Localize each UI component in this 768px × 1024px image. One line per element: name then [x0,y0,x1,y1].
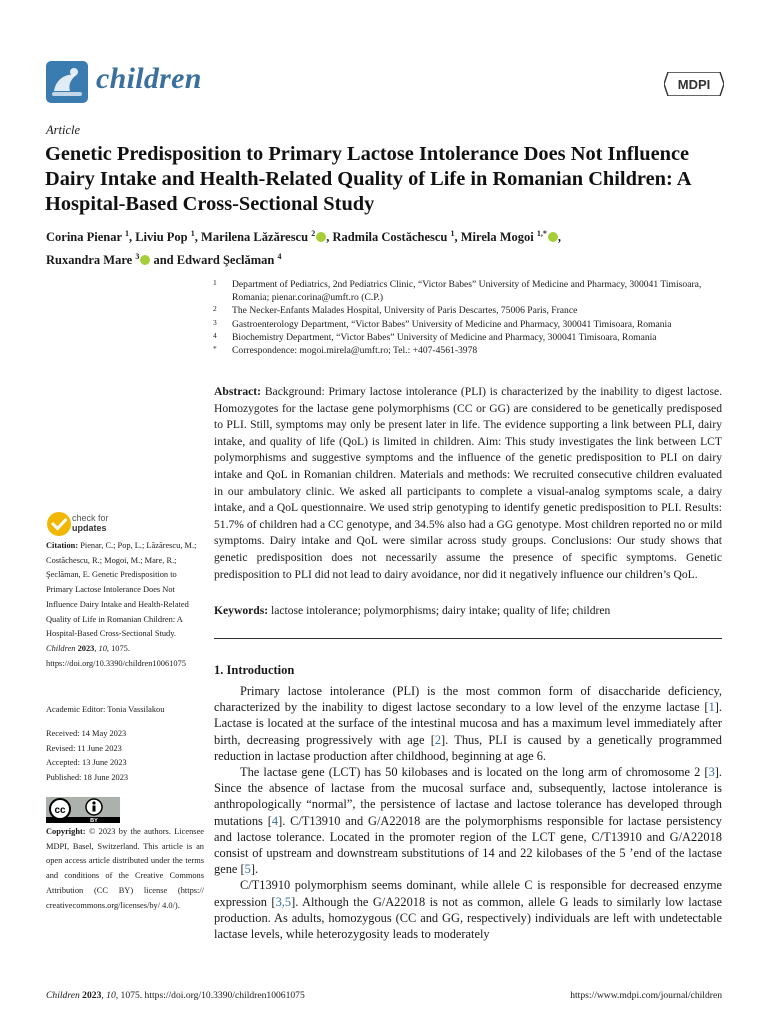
academic-editor: Academic Editor: Tonia Vassilakou [46,705,165,714]
author-affiliation-marker: 2 [311,229,316,238]
copyright-label: Copyright: [46,827,86,836]
author-name[interactable]: Marilena Lăzărescu [201,230,312,245]
citation-journal: Children [46,643,76,653]
affiliation-number: 2 [213,304,217,314]
affiliation-text: Department of Pediatrics, 2nd Pediatrics Clinic, “Victor Babes” University of Medicine and Pharmacy, 300041 Timisoara, Romania; pienar.corina@umft.ro (C.P.) [232,279,702,304]
paragraph-text: ]. Although the G/A22018 is not as common, allele G leads to similarly low lactase production. As adults, homozygous (CC and GG, respectively) individuals are left with undetectable lactase levels, while heterozygosity leads to moderately [214,894,723,942]
orcid-icon[interactable] [548,232,558,242]
citation-doi[interactable]: , 1075. https://doi.org/10.3390/children10061075 [46,643,186,668]
cc-text: cc [54,805,66,816]
author-affiliation-marker: 4 [277,252,282,262]
copyright-text: © 2023 by the authors. Licensee MDPI, Basel, Switzerland. This article is an open access article distributed under the terms and conditions of the Creative Commons Attribution (CC BY) license (https:// creativecommons.org/licenses/by/ 4.0/). [46,827,204,910]
publication-date: Published: 18 June 2023 [46,773,129,783]
journal-name[interactable]: children [96,62,202,95]
affiliation-text: The Necker-Enfants Malades Hospital, University of Paris Descartes, 75006 Paris, France [232,305,578,317]
affiliation-number: * [213,344,217,354]
paragraph-text: The lactase gene (LCT) has 50 kilobases and is located on the long arm of chromosome 2 [ [240,765,709,780]
affiliation-item [213,344,733,357]
paragraph-text: ]. C/T13910 and G/A22018 are the polymorphisms responsible for lactase persistency and lactose tolerance. Located in the promoter region of the LCT gene, C/T13910 and G/A22018 consist of upstream and downstream substitutions of 14 and 22 kilobases of the 5 ’end of the lactase gene [ [214,813,722,877]
author-separator: , [557,230,562,245]
paragraph-text: Primary lactose intolerance (PLI) is the most common form of disaccharide deficiency, characterized by the inability to digest lactose secondary to a low level of the enzyme lactase [ [214,684,722,715]
paragraph-text: ]. Since the absence of lactase from the mucosal surface and, subsequently, lactose intolerance is anthropologically “normal”, the persistence of lactase and lactose tolerance has developed through mutations [ [214,765,722,828]
abstract [214,384,722,583]
citation-link[interactable]: 2 [434,732,442,747]
footer-journal: Children [46,990,80,1001]
check-for-updates-button[interactable] [46,511,166,537]
author-separator: , [326,230,333,245]
publication-date: Accepted: 13 June 2023 [46,758,127,768]
keywords-label: Keywords: [214,604,269,617]
affiliation-number: 4 [213,330,217,340]
citation-link[interactable]: 1 [708,700,715,715]
publication-dates [46,727,204,786]
journal-logo-icon [46,61,88,103]
paragraph-text: ]. Lactase is located at the surface of the intestinal mucosa and has a maximum level immediately after birth, decreasing progressively with age [ [214,700,722,747]
citation-link[interactable]: 3,5 [275,894,292,909]
affiliation-item [213,304,733,317]
article-type: Article [46,123,81,137]
author-affiliation-marker: 1 [450,229,455,238]
body-paragraph [214,877,722,942]
footer-doi[interactable]: , 1075. https://doi.org/10.3390/children10061075 [115,990,305,1001]
footer-year: 2023 [82,990,102,1001]
body-paragraph [214,764,722,877]
cc-by-license-badge[interactable] [46,797,120,828]
check-updates-line2: updates [72,523,107,533]
author-separator: , [194,230,202,245]
citation-year: 2023 [77,643,95,653]
author-list [46,224,736,270]
affiliation-text: Correspondence: mogoi.mirela@umft.ro; Tel.: +407-4561-3978 [232,345,478,357]
citation-block: Citation: Pienar, C.; Pop, L.; Lăzărescu, M.; Costăchescu, R.; Mogoi, M.; Mare, R.; Şeclăman, E. Genetic Predisposition to Primary Lactose Intolerance Does Not Influence Dairy Intake and Health-Related Quality of Life in Romanian Children: A Hospital-Based Cross-Sectional Study. Children 2023, 10, 1075. https://doi.org/10.3390/children10061075 [46,541,197,668]
affiliations [213,278,733,357]
footer-citation: Children 2023, 10, 1075. https://doi.org/10.3390/children10061075 [46,990,305,1001]
check-updates-line1: check for [72,513,109,523]
keywords [214,603,722,619]
introduction-body [214,683,722,942]
affiliation-text: Biochemistry Department, “Victor Babes” University of Medicine and Pharmacy, 300041 Timisoara, Romania [232,331,657,343]
by-text: BY [90,818,98,823]
author-name[interactable]: Mirela Mogoi [460,230,537,245]
citation-volume: 10 [98,643,107,653]
author-name[interactable]: Edward Şeclăman [176,253,278,268]
citation-link[interactable]: 3 [708,765,715,780]
author-name[interactable]: Corina Pienar [46,230,125,245]
paragraph-text: ]. [250,862,259,877]
affiliation-item [213,318,733,331]
citation-text: Pienar, C.; Pop, L.; Lăzărescu, M.; Costăchescu, R.; Mogoi, M.; Mare, R.; Şeclăman, E. Genetic Predisposition to Primary Lactose Intolerance Does Not Influence Dairy Intake and Health-Related Quality of Life in Romanian Children: A Hospital-Based Cross-Sectional Study. [46,541,197,639]
author-name[interactable]: Liviu Pop [135,230,191,245]
publication-date: Revised: 11 June 2023 [46,743,122,753]
affiliation-item [213,331,733,344]
abstract-label: Abstract: [214,385,262,398]
copyright-block [46,825,204,913]
author-affiliation-marker: 1 [190,229,195,238]
article-title: Genetic Predisposition to Primary Lactose Intolerance Does Not Influence Dairy Intake and Health-Related Quality of Life in Romanian Children: A Hospital-Based Cross-Sectional Study [45,143,691,215]
author-separator: , [454,230,461,245]
footer-journal-url[interactable]: https://www.mdpi.com/journal/children [570,990,722,1001]
author-affiliation-marker: 3 [135,252,140,262]
paragraph-text: C/T13910 polymorphism seems dominant, while allele C is responsible for decreased enzyme expression [ [214,878,722,909]
author-separator: and [150,253,177,268]
orcid-icon[interactable] [140,255,150,265]
footer-volume: 10 [106,990,116,1001]
orcid-icon[interactable] [316,232,326,242]
body-paragraph [214,683,722,764]
affiliation-item [213,278,733,304]
author-name[interactable]: Radmila Costăchescu [332,230,451,245]
citation-link[interactable]: 4 [271,813,279,828]
abstract-text: Background: Primary lactose intolerance (PLI) is characterized by the inability to digest lactose. Homozygotes for the lactase gene polymorphisms (CC or GG) are considered to be genetically predisposed to PLI. Still, symptoms may only be present later in life. The evidence supporting a link between PLI, dairy intake, and quality of life (QoL) is limited in children. Aim: This study investigates the link between LCT polymorphisms and suggestive symptoms and the influence of the genetic predisposition to PLI on dairy intake and QoL in Romanian children. Materials and methods: We recruited consecutive children evaluated in our ambulatory clinic. We asked all participants to complete a visual-analog symptoms scale, a dairy intake, and a QoL questionnaire. We used strip genotyping to identify genetic predisposition to PLI. Results: 51.7% of children had a CC genotype, and 34.5% also had a GG genotype. Most children reported no or mild symptoms. Dairy intake and QoL were similar across study groups. Conclusions: Our study shows that genetic predisposition does not necessarily assume the presence of specific symptoms. Genetic predisposition to PLI did not lead to dairy avoidance, nor did it negatively influence our children’s QoL. [214,385,723,581]
author-separator: , [128,230,136,245]
affiliation-number: 1 [213,278,217,287]
publisher-name: MDPI [677,77,711,92]
publisher-logo[interactable] [664,72,724,101]
check-updates-icon [46,511,72,537]
publication-date: Received: 14 May 2023 [46,729,127,738]
section-divider [214,638,722,639]
citation-label: Citation: [46,541,79,550]
affiliation-number: 3 [213,317,217,327]
author-affiliation-marker: 1 [124,229,129,238]
section-heading: 1. Introduction [214,663,295,677]
paragraph-text: ]. Thus, PLI is caused by a genetically programmed reduction in lactase production after childhood, beginning at age 6. [214,732,722,763]
citation-link[interactable]: 5 [244,862,251,877]
author-affiliation-marker: 1,* [536,229,547,238]
author-name[interactable]: Ruxandra Mare [46,253,136,268]
affiliation-text: Gastroenterology Department, “Victor Babes” University of Medicine and Pharmacy, 300041 Timisoara, Romania [232,318,672,330]
keywords-text: lactose intolerance; polymorphisms; dairy intake; quality of life; children [271,604,611,617]
